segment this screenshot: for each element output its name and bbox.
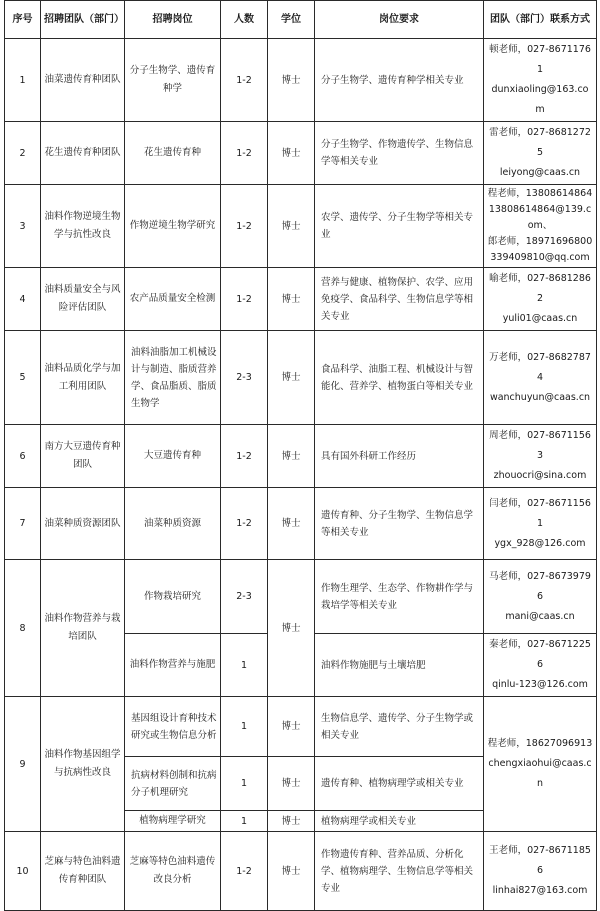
cell-count: 1: [221, 697, 268, 757]
table-row: [5, 268, 597, 331]
cell-position: 基因组设计育种技术研究或生物信息分析: [125, 697, 221, 757]
cell-count: 2-3: [221, 560, 268, 634]
cell-seq: 4: [5, 268, 41, 331]
table-row: [5, 185, 597, 268]
cell-seq: 8: [5, 560, 41, 697]
header-seq: 序号: [5, 1, 41, 39]
cell-count: 1-2: [221, 122, 268, 185]
contact-name: 程老师，18627096913: [487, 738, 593, 749]
cell-contact: [484, 560, 597, 634]
cell-requirements: 作物生理学、生态学、作物耕作学与栽培学等相关专业: [315, 560, 484, 634]
cell-contact: [484, 122, 597, 185]
cell-team: 油菜种质资源团队: [41, 488, 125, 560]
cell-count: 1: [221, 757, 268, 811]
table-row: [5, 560, 597, 634]
contact-name: 程老师，13808614864: [487, 188, 593, 199]
cell-requirements: 遗传育种、分子生物学、生物信息学等相关专业: [315, 488, 484, 560]
recruitment-table-page: [4, 0, 596, 896]
cell-requirements: 生物信息学、遗传学、分子生物学或相关专业: [315, 697, 484, 757]
cell-contact: [484, 634, 597, 697]
cell-position: 油菜种质资源: [125, 488, 221, 560]
contact-email-2[interactable]: 339409810@qq.com: [490, 252, 590, 263]
contact-email[interactable]: yuli01@caas.cn: [502, 313, 578, 324]
cell-count: 1-2: [221, 832, 268, 911]
cell-position: 农产品质量安全检测: [125, 268, 221, 331]
table-row: [5, 697, 597, 757]
cell-contact: [484, 425, 597, 488]
cell-requirements: 农学、遗传学、分子生物学等相关专业: [315, 185, 484, 268]
cell-contact: [484, 488, 597, 560]
contact-name: 秦老师，027-86712256: [489, 639, 591, 670]
contact-email[interactable]: dunxiaoling@163.com: [491, 84, 589, 115]
cell-degree: 博士: [268, 39, 315, 122]
cell-position: 芝麻等特色油料遗传改良分析: [125, 832, 221, 911]
table-row: [5, 832, 597, 911]
cell-count: 1: [221, 634, 268, 697]
cell-requirements: 食品科学、油脂工程、机械设计与智能化、营养学、植物蛋白等相关专业: [315, 331, 484, 425]
header-count: 人数: [221, 1, 268, 39]
cell-seq: 7: [5, 488, 41, 560]
contact-name: 万老师，027-86827874: [489, 351, 591, 383]
table-row: [5, 488, 597, 560]
cell-degree: 博士: [268, 268, 315, 331]
cell-team: 油料作物逆境生物学与抗性改良: [41, 185, 125, 268]
table-row: [5, 425, 597, 488]
header-requirements: 岗位要求: [315, 1, 484, 39]
cell-degree: 博士: [268, 697, 315, 757]
cell-degree: 博士: [268, 122, 315, 185]
header-degree: 学位: [268, 1, 315, 39]
contact-name: 马老师，027-86739796: [489, 570, 591, 602]
cell-requirements: 分子生物学、作物遗传学、生物信息学等相关专业: [315, 122, 484, 185]
cell-requirements: 遗传育种、植物病理学或相关专业: [315, 757, 484, 811]
cell-team: 芝麻与特色油料遗传育种团队: [41, 832, 125, 911]
header-contact: 团队（部门）联系方式: [484, 1, 597, 39]
cell-position: 油料油脂加工机械设计与制造、脂质营养学、食品脂质、脂质生物学: [125, 331, 221, 425]
cell-count: 1-2: [221, 185, 268, 268]
cell-requirements: 分子生物学、遗传育种学相关专业: [315, 39, 484, 122]
cell-degree: 博士: [268, 185, 315, 268]
header-team: 招聘团队（部门）: [41, 1, 125, 39]
cell-position: 植物病理学研究: [125, 811, 221, 832]
cell-position: 花生遗传育种: [125, 122, 221, 185]
cell-count: 2-3: [221, 331, 268, 425]
contact-email[interactable]: zhouocri@sina.com: [493, 470, 587, 481]
cell-requirements: 植物病理学或相关专业: [315, 811, 484, 832]
cell-degree: 博士: [268, 560, 315, 697]
contact-email[interactable]: chengxiaohui@caas.cn: [488, 758, 592, 789]
cell-count: 1-2: [221, 488, 268, 560]
contact-email[interactable]: 13808614864@139.com、: [488, 204, 592, 231]
header-position: 招聘岗位: [125, 1, 221, 39]
cell-position: 分子生物学、遗传育种学: [125, 39, 221, 122]
cell-contact: [484, 697, 597, 832]
cell-seq: 9: [5, 697, 41, 832]
cell-team: 花生遗传育种团队: [41, 122, 125, 185]
table-row: [5, 331, 597, 425]
recruitment-table: [4, 0, 597, 911]
cell-team: 油料品质化学与加工利用团队: [41, 331, 125, 425]
cell-requirements: 营养与健康、植物保护、农学、应用免疫学、食品科学、生物信息学等相关专业: [315, 268, 484, 331]
cell-requirements: 具有国外科研工作经历: [315, 425, 484, 488]
cell-degree: 博士: [268, 811, 315, 832]
cell-count: 1-2: [221, 425, 268, 488]
cell-team: 油菜遗传育种团队: [41, 39, 125, 122]
cell-seq: 5: [5, 331, 41, 425]
cell-position: 抗病材料创制和抗病分子机理研究: [125, 757, 221, 811]
cell-contact: [484, 185, 597, 268]
contact-email[interactable]: qinlu-123@126.com: [492, 679, 588, 690]
cell-position: 油料作物营养与施肥: [125, 634, 221, 697]
cell-team: 油料作物营养与栽培团队: [41, 560, 125, 697]
cell-count: 1: [221, 811, 268, 832]
cell-seq: 1: [5, 39, 41, 122]
cell-seq: 3: [5, 185, 41, 268]
cell-count: 1-2: [221, 39, 268, 122]
table-row: [5, 122, 597, 185]
cell-requirements: 油料作物施肥与土壤培肥: [315, 634, 484, 697]
cell-contact: [484, 331, 597, 425]
contact-email[interactable]: linhai827@163.com: [492, 885, 588, 896]
header-row: [5, 1, 597, 39]
contact-name: 闫老师，027-86711561: [489, 497, 591, 529]
cell-contact: [484, 39, 597, 122]
cell-team: 南方大豆遗传育种团队: [41, 425, 125, 488]
cell-degree: 博士: [268, 488, 315, 560]
contact-name: 喻老师，027-86812862: [489, 273, 591, 304]
contact-name: 周老师，027-86711563: [489, 430, 591, 461]
cell-count: 1-2: [221, 268, 268, 331]
contact-email[interactable]: wanchuyun@caas.cn: [489, 391, 591, 403]
cell-team: 油料质量安全与风险评估团队: [41, 268, 125, 331]
contact-name: 雷老师，027-86812725: [489, 127, 591, 158]
contact-email[interactable]: mani@caas.cn: [505, 610, 575, 622]
cell-seq: 6: [5, 425, 41, 488]
cell-seq: 10: [5, 832, 41, 911]
cell-team: 油料作物基因组学与抗病性改良: [41, 697, 125, 832]
cell-position: 作物逆境生物学研究: [125, 185, 221, 268]
cell-degree: 博士: [268, 425, 315, 488]
cell-contact: [484, 832, 597, 911]
cell-degree: 博士: [268, 757, 315, 811]
cell-position: 大豆遗传育种: [125, 425, 221, 488]
contact-email[interactable]: leiyong@caas.cn: [499, 167, 581, 178]
cell-seq: 2: [5, 122, 41, 185]
cell-degree: 博士: [268, 331, 315, 425]
cell-contact: [484, 268, 597, 331]
contact-name: 顿老师，027-86711761: [489, 44, 591, 75]
contact-name: 王老师，027-86711856: [489, 845, 591, 876]
cell-requirements: 作物遗传育种、营养品质、分析化学、植物病理学、生物信息学等相关专业: [315, 832, 484, 911]
cell-position: 作物栽培研究: [125, 560, 221, 634]
cell-degree: 博士: [268, 832, 315, 911]
contact-name-2: 郎老师，18971696800: [487, 236, 593, 247]
table-row: [5, 39, 597, 122]
contact-email[interactable]: ygx_928@126.com: [494, 537, 586, 549]
